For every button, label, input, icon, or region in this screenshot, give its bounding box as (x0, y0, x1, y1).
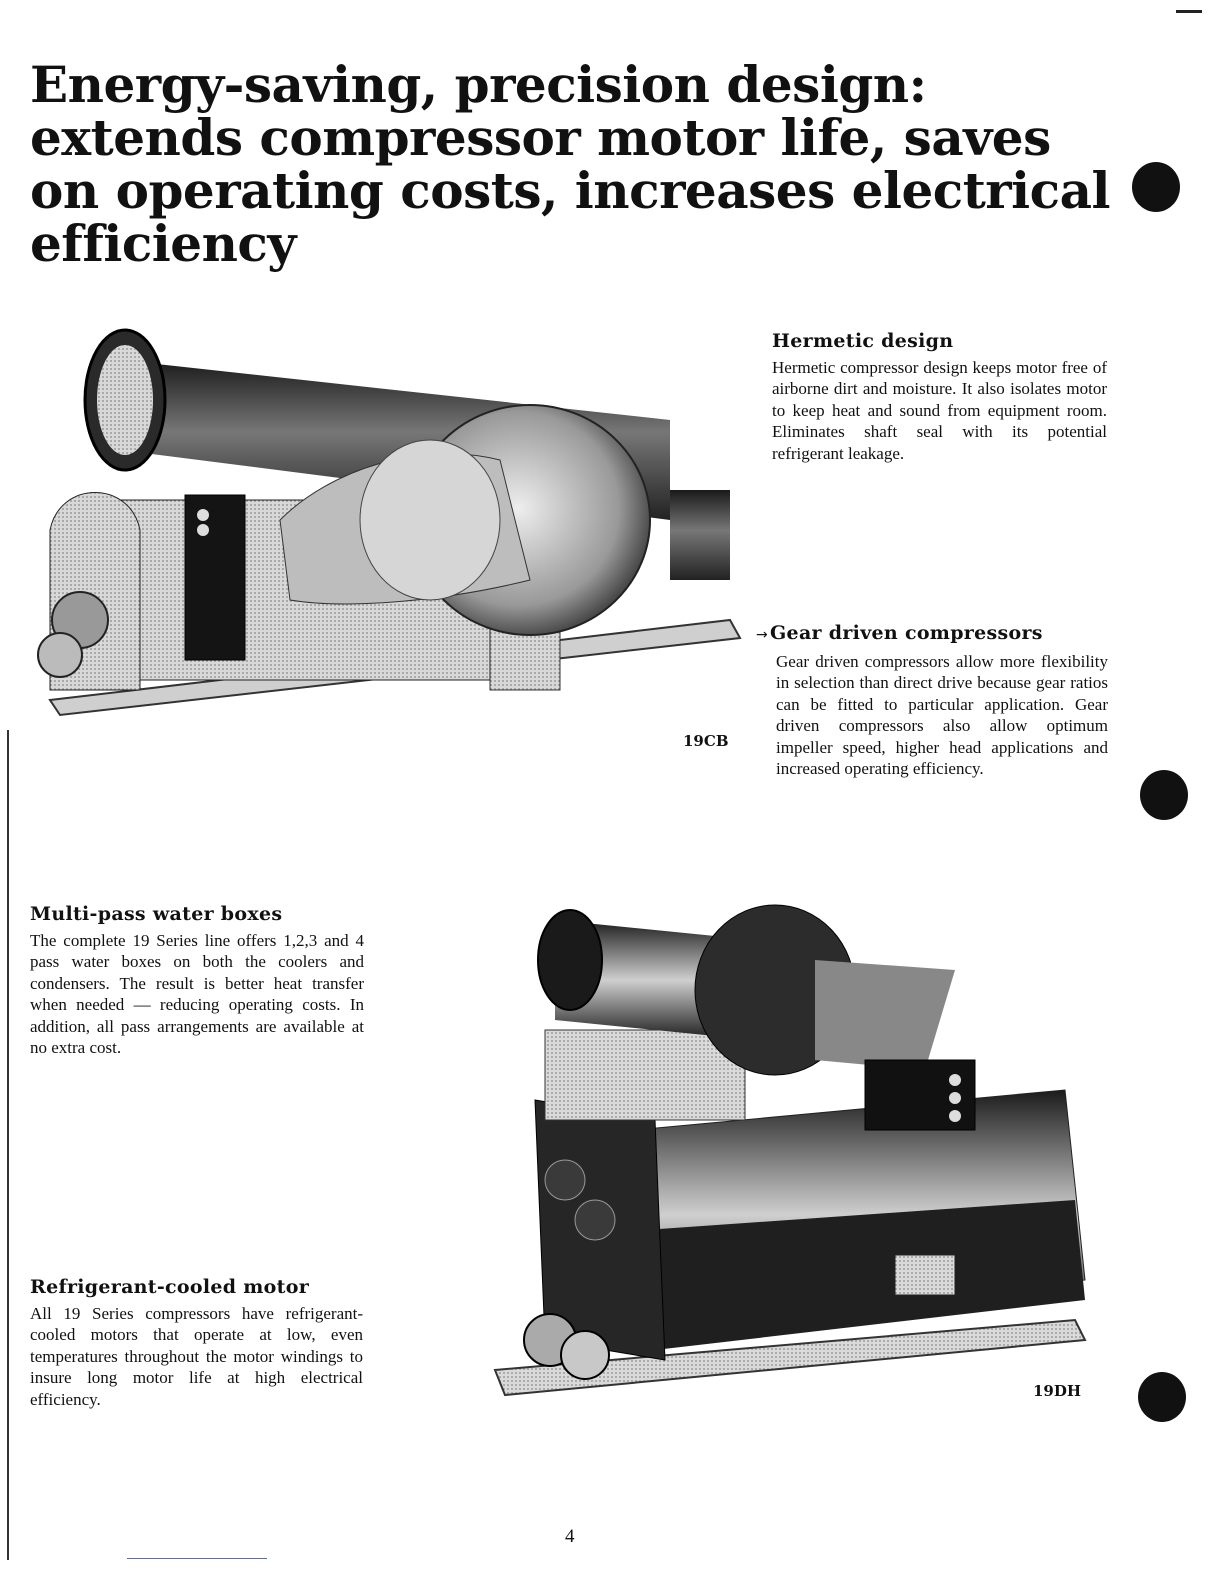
photo-caption-19dh: 19DH (1033, 1382, 1082, 1400)
section-heading: Hermetic design (772, 330, 954, 352)
section-body: All 19 Series compressors have refrigerant-cooled motors that operate at low, even temperatures throughout the motor windings to insure long motor life at high electrical efficiency. (30, 1304, 363, 1409)
section-refrigerant-cooled (30, 1276, 363, 1410)
section-heading: Refrigerant-cooled motor (30, 1276, 310, 1298)
section-heading: Multi-pass water boxes (30, 903, 283, 925)
section-body: Gear driven compressors allow more flexibility in selection than direct drive because gear ratios can be fitted to particular application. Gear driven compressors also allow optimum impeller speed, higher head applications and increased operating efficiency. (776, 652, 1108, 779)
photo-caption-19cb: 19CB (683, 732, 729, 750)
page-title: Energy-saving, precision design: extends compressor motor life, saves on operating costs, increases electrical efficiency (30, 55, 1110, 273)
chiller-19cb-photo (30, 320, 750, 730)
section-gear-driven (756, 622, 1108, 779)
corner-mark (1176, 10, 1202, 13)
section-heading: Gear driven compressors (770, 622, 1043, 644)
punch-hole-top (1132, 162, 1180, 212)
chiller-19dh-photo (455, 900, 1095, 1410)
page-number: 4 (565, 1526, 575, 1547)
section-body: The complete 19 Series line offers 1,2,3 and 4 pass water boxes on both the coolers and condensers. The result is better heat transfer when needed — reducing operating costs. In addition, all pass arrangements are available at no extra cost. (30, 931, 364, 1058)
section-body: Hermetic compressor design keeps motor free of airborne dirt and moisture. It also isolates motor to keep heat and sound from equipment room. Eliminates shaft seal with its potential refrigerant leakage. (772, 358, 1107, 463)
section-multi-pass (30, 903, 364, 1058)
footer-rule (127, 1558, 267, 1559)
punch-hole-middle (1140, 770, 1188, 820)
punch-hole-bottom (1138, 1372, 1186, 1422)
arrow-icon: → (756, 627, 769, 643)
page-edge-line (7, 730, 9, 1560)
section-hermetic-design (772, 330, 1107, 464)
